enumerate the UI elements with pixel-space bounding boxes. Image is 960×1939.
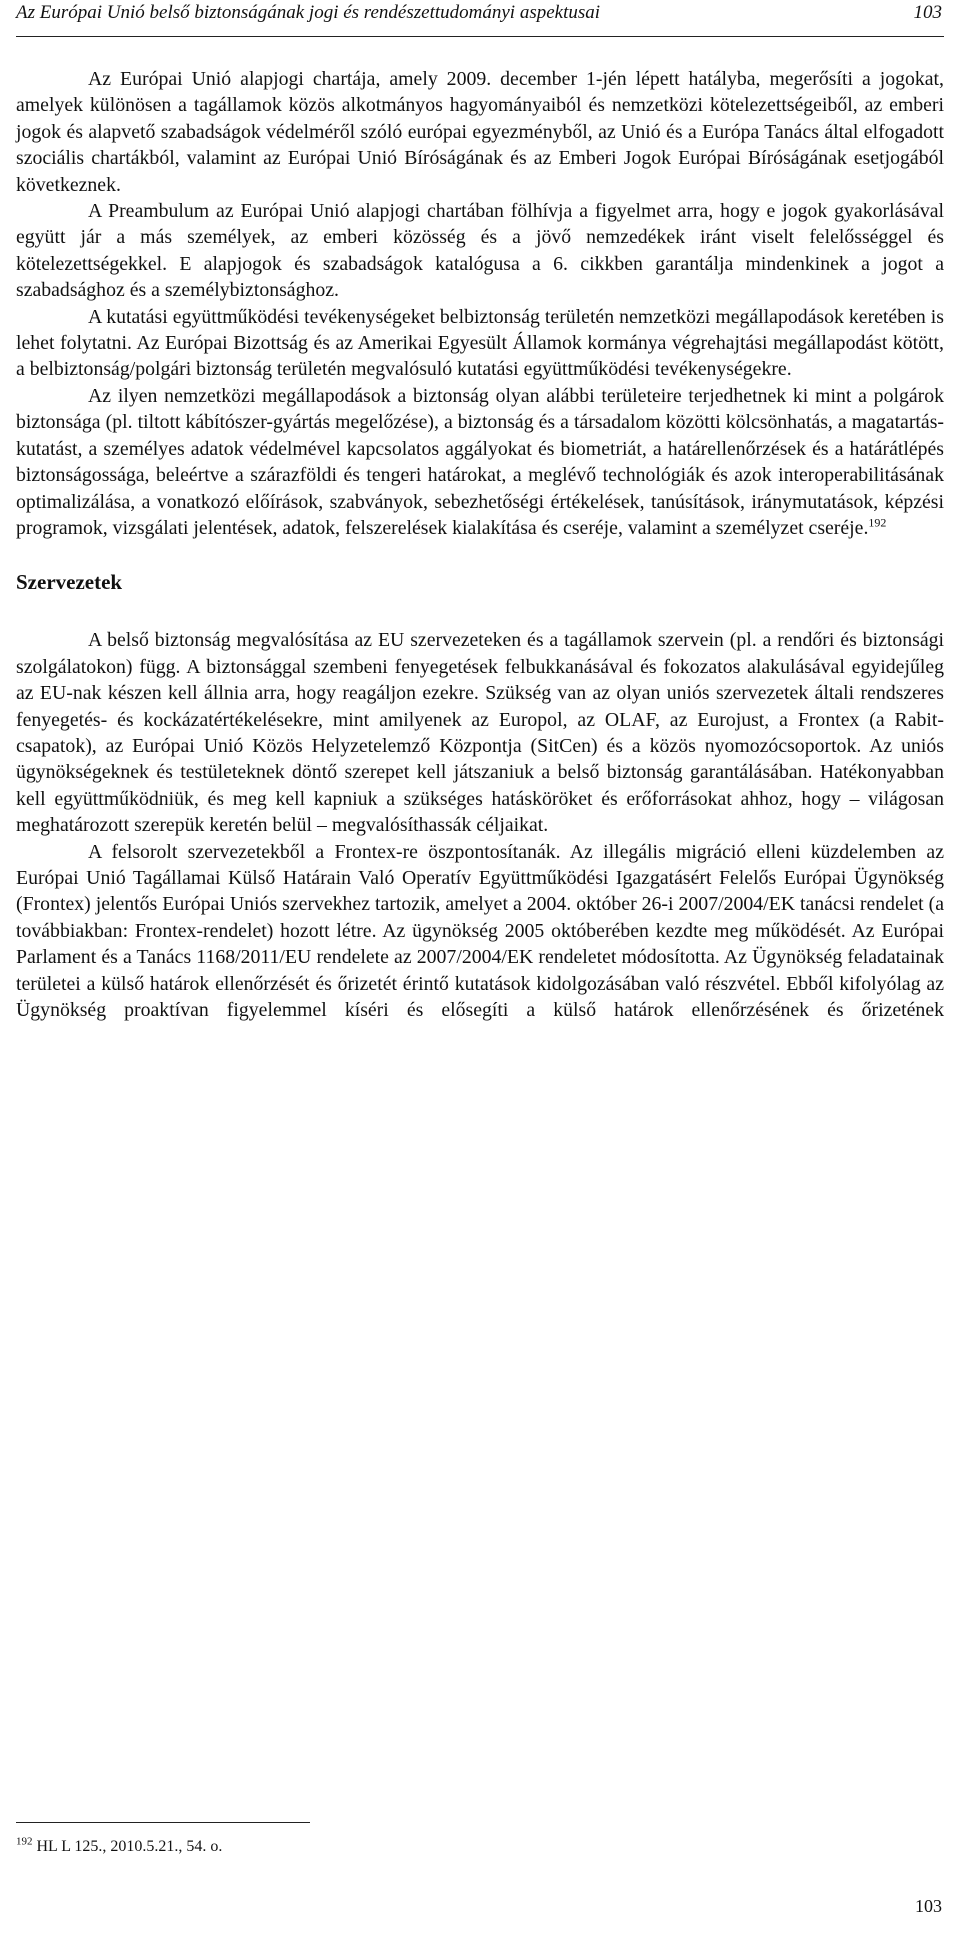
paragraph-organizations: A belső biztonság megvalósítása az EU szervezeteken és a tagállamok szervein (pl. a rendőri és biztonsági szolgálatokon) függ. A biztonsággal szembeni fenyegetések felbukkanásával és fokozatos alakulásával egyidejűleg az EU-nak készen kell állnia arra, hogy reagáljon ezekre. Szükség van az olyan uniós szervezetek általi rendszeres fenyegetés- és kockázatértékelésekre, mint amilyenek az Europol, az OLAF, az Eurojust, a Frontex (a Rabit-csapatok), az Európai Unió Közös Helyzetelemző Központja (SitCen) és a közös nyomozócsoportok. Az uniós ügynökségeknek és testületeknek döntő szerepet kell játszaniuk a belső biztonság garantálásában. Hatékonyabban kell együttműködniük, és meg kell kapniuk a szükséges hatásköröket és erőforrásokat ahhoz, hogy – világosan meghatározott szerepük keretén belül – megvalósíthassák céljaikat.: [16, 629, 944, 837]
page-number: 103: [915, 1896, 942, 1916]
paragraph-frontex: A felsorolt szervezetekből a Frontex-re öszpontosítanák. Az illegális migráció elleni küzdelemben az Európai Unió Tagállamai Külső Határain Való Operatív Együttműködési Igazgatásért Felelős Európai Ügynökség (Frontex) jelentős Európai Uniós szervekhez tartozik, amelyet a 2004. október 26-i 2007/2004/EK tanácsi rendelet (a továbbiakban: Frontex-rendelet) hozott létre. Az ügynökség 2005 októberében kezdte meg működését. Az Európai Parlament és a Tanács 1168/2011/EU rendelete az 2007/2004/EK rendeletet módosította. Az Ügynökség feladatainak területei a külső határok ellenőrzését és őrizetét érintő kutatások kidolgozásában való részvétel. Ebből kifolyólag az Ügynökség proaktívan figyelemmel kíséri és elősegíti a külső határok ellenőrzésének és őrizetének: [16, 840, 944, 1021]
paragraph-research-cooperation: A kutatási együttműködési tevékenységeket belbiztonság területén nemzetközi megállapodások keretében is lehet folytatni. Az Európai Bizottság és az Amerikai Egyesült Államok kormánya végrehajtási megállapodást kötött, a belbiztonság/polgári biztonság területén megvalósuló kutatási együttműködési tevékenységekre.: [16, 305, 944, 381]
paragraph-preamble: A Preambulum az Európai Unió alapjogi chartában fölhívja a figyelmet arra, hogy e jogok gyakorlásával együtt jár a más személyek, az emberi közösség és a jövő nemzedékek iránt viselt felelősséggel és kötelezettségekkel. E alapjogok és szabadságok katalógusa a 6. cikkben garantálja mindenkinek a jogot a szabadsághoz és a személybiztonsághoz.: [16, 200, 944, 302]
header-page-number: 103: [913, 2, 942, 23]
footnote: [16, 1835, 223, 1856]
footnote-divider: [16, 1822, 310, 1823]
header-title: Az Európai Unió belső biztonságának jogi és rendészettudományi aspektusai: [16, 2, 601, 23]
footnote-mark: 192: [16, 1835, 33, 1848]
page-body: [16, 66, 944, 1023]
footnote-text: HL L 125., 2010.5.21., 54. o.: [36, 1838, 223, 1855]
running-header: [16, 0, 944, 37]
paragraph-international-agreements-text: Az ilyen nemzetközi megállapodások a biztonság olyan alábbi területeire terjedhetnek ki mint a polgárok biztonsága (pl. tiltott kábítószer-gyártás megelőzése), a biztonság és a társadalom közötti kölcsönhatás, a magatartás-kutatást, a személyes adatok védelmével kapcsolatos aggályokat és biometriát, a határellenőrzések és a határátlépés biztonságossága, beleértve a szárazföldi és tengeri határokat, a meglévő technológiák és azok interoperabilitásának optimalizálása, a vonatkozó előírások, szabványok, sebezhetőségi értékelések, tanúsítások, iránymutatások, képzési programok, vizsgálati jelentések, adatok, felszerelések kialakítása és cseréje, valamint a személyzet cseréje.: [16, 384, 944, 539]
paragraph-international-agreements: [16, 383, 944, 541]
footnote-reference: 192: [868, 515, 887, 530]
section-heading: Szervezetek: [16, 570, 123, 595]
paragraph-charter: Az Európai Unió alapjogi chartája, amely 2009. december 1-jén lépett hatályba, megerősíti a jogokat, amelyek különösen a tagállamok közös alkotmányos hagyományaiból és nemzetközi kötelezettségeiből, az emberi jogok és alapvető szabadságok védelméről szóló európai egyezményből, az Unió és a Európa Tanács által elfogadott szociális chartákból, valamint az Európai Unió Bíróságának és az Emberi Jogok Európai Bíróságának esetjogából következnek.: [16, 68, 944, 196]
